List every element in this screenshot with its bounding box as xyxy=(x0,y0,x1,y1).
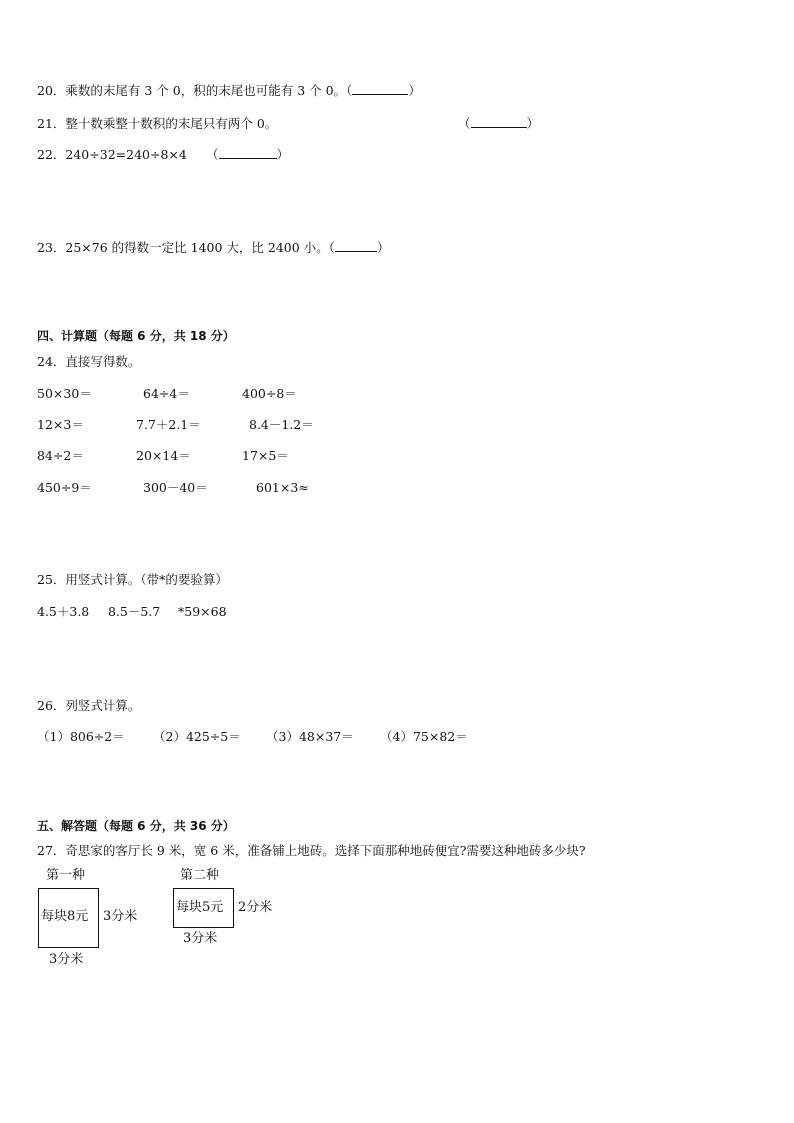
tile-1-price: 每块8元 xyxy=(41,909,89,924)
paren-close: ） xyxy=(376,240,390,255)
answer-blank[interactable] xyxy=(352,83,408,95)
mental-math-item: 7.7＋2.1＝ xyxy=(136,417,201,432)
question-26-title: 26．列竖式计算。 xyxy=(37,698,141,713)
question-number: 21． xyxy=(37,116,66,131)
question-number: 23． xyxy=(37,240,66,255)
paren-open: （ xyxy=(206,147,219,162)
question-text: 240÷32=240÷8×4 xyxy=(65,147,187,162)
question-25-title: 25．用竖式计算。（带*的要验算） xyxy=(37,572,228,587)
mental-math-item: 8.4－1.2＝ xyxy=(249,417,314,432)
mental-math-item: 400÷8＝ xyxy=(242,386,297,401)
question-27-text: 27．奇思家的客厅长 9 米，宽 6 米，准备铺上地砖。选择下面那种地砖便宜?需要这种地砖多少块? xyxy=(37,843,586,858)
question-21 xyxy=(37,116,277,132)
tile-2-bottom-length: 3分米 xyxy=(183,931,218,946)
tile-1-bottom-length: 3分米 xyxy=(49,952,84,967)
mental-math-item: 84÷2＝ xyxy=(37,448,84,463)
vertical-calc-item: *59×68 xyxy=(178,604,227,619)
question-number: 22． xyxy=(37,147,66,162)
paren-close: ） xyxy=(526,116,540,131)
mental-math-item: 12×3＝ xyxy=(37,417,84,432)
tile-2-side-length: 2分米 xyxy=(238,900,273,915)
mental-math-item: 50×30＝ xyxy=(37,386,92,401)
paren-close: ） xyxy=(276,147,290,162)
vertical-calc-item: 4.5＋3.8 xyxy=(37,604,90,619)
vertical-calc-item: （1）806÷2＝ xyxy=(37,729,125,744)
question-20 xyxy=(37,83,421,99)
question-24-title: 24．直接写得数。 xyxy=(37,354,141,369)
mental-math-item: 64÷4＝ xyxy=(143,386,190,401)
vertical-calc-item: （3）48×37＝ xyxy=(266,729,354,744)
paren-open: （ xyxy=(458,116,471,131)
mental-math-item: 17×5＝ xyxy=(242,448,289,463)
vertical-calc-item: （2）425÷5＝ xyxy=(153,729,241,744)
tile-1-title: 第一种 xyxy=(46,868,86,883)
answer-blank[interactable] xyxy=(335,240,377,252)
question-22 xyxy=(37,147,187,163)
paren-close: ） xyxy=(408,83,421,98)
section-5-title: 五、解答题（每题 6 分，共 36 分） xyxy=(37,819,235,833)
answer-blank[interactable] xyxy=(219,147,277,159)
question-text: 乘数的末尾有 3 个 0，积的末尾也可能有 3 个 0。（ xyxy=(65,83,353,98)
question-23 xyxy=(37,240,389,256)
mental-math-item: 450÷9＝ xyxy=(37,480,92,495)
tile-1-side-length: 3分米 xyxy=(103,909,138,924)
mental-math-item: 601×3≈ xyxy=(256,480,309,495)
vertical-calc-item: （4）75×82＝ xyxy=(380,729,468,744)
section-4-title: 四、计算题（每题 6 分，共 18 分） xyxy=(37,329,235,343)
mental-math-item: 300－40＝ xyxy=(143,480,208,495)
mental-math-item: 20×14＝ xyxy=(136,448,191,463)
question-text: 25×76 的得数一定比 1400 大，比 2400 小。（ xyxy=(65,240,335,255)
question-number: 20． xyxy=(37,83,66,98)
tile-2-title: 第二种 xyxy=(180,868,220,883)
question-21-answer xyxy=(458,116,539,132)
vertical-calc-item: 8.5－5.7 xyxy=(108,604,161,619)
question-22-answer xyxy=(206,147,289,163)
answer-blank[interactable] xyxy=(471,116,527,128)
tile-2-price: 每块5元 xyxy=(176,900,224,915)
question-text: 整十数乘整十数积的末尾只有两个 0。 xyxy=(65,116,278,131)
